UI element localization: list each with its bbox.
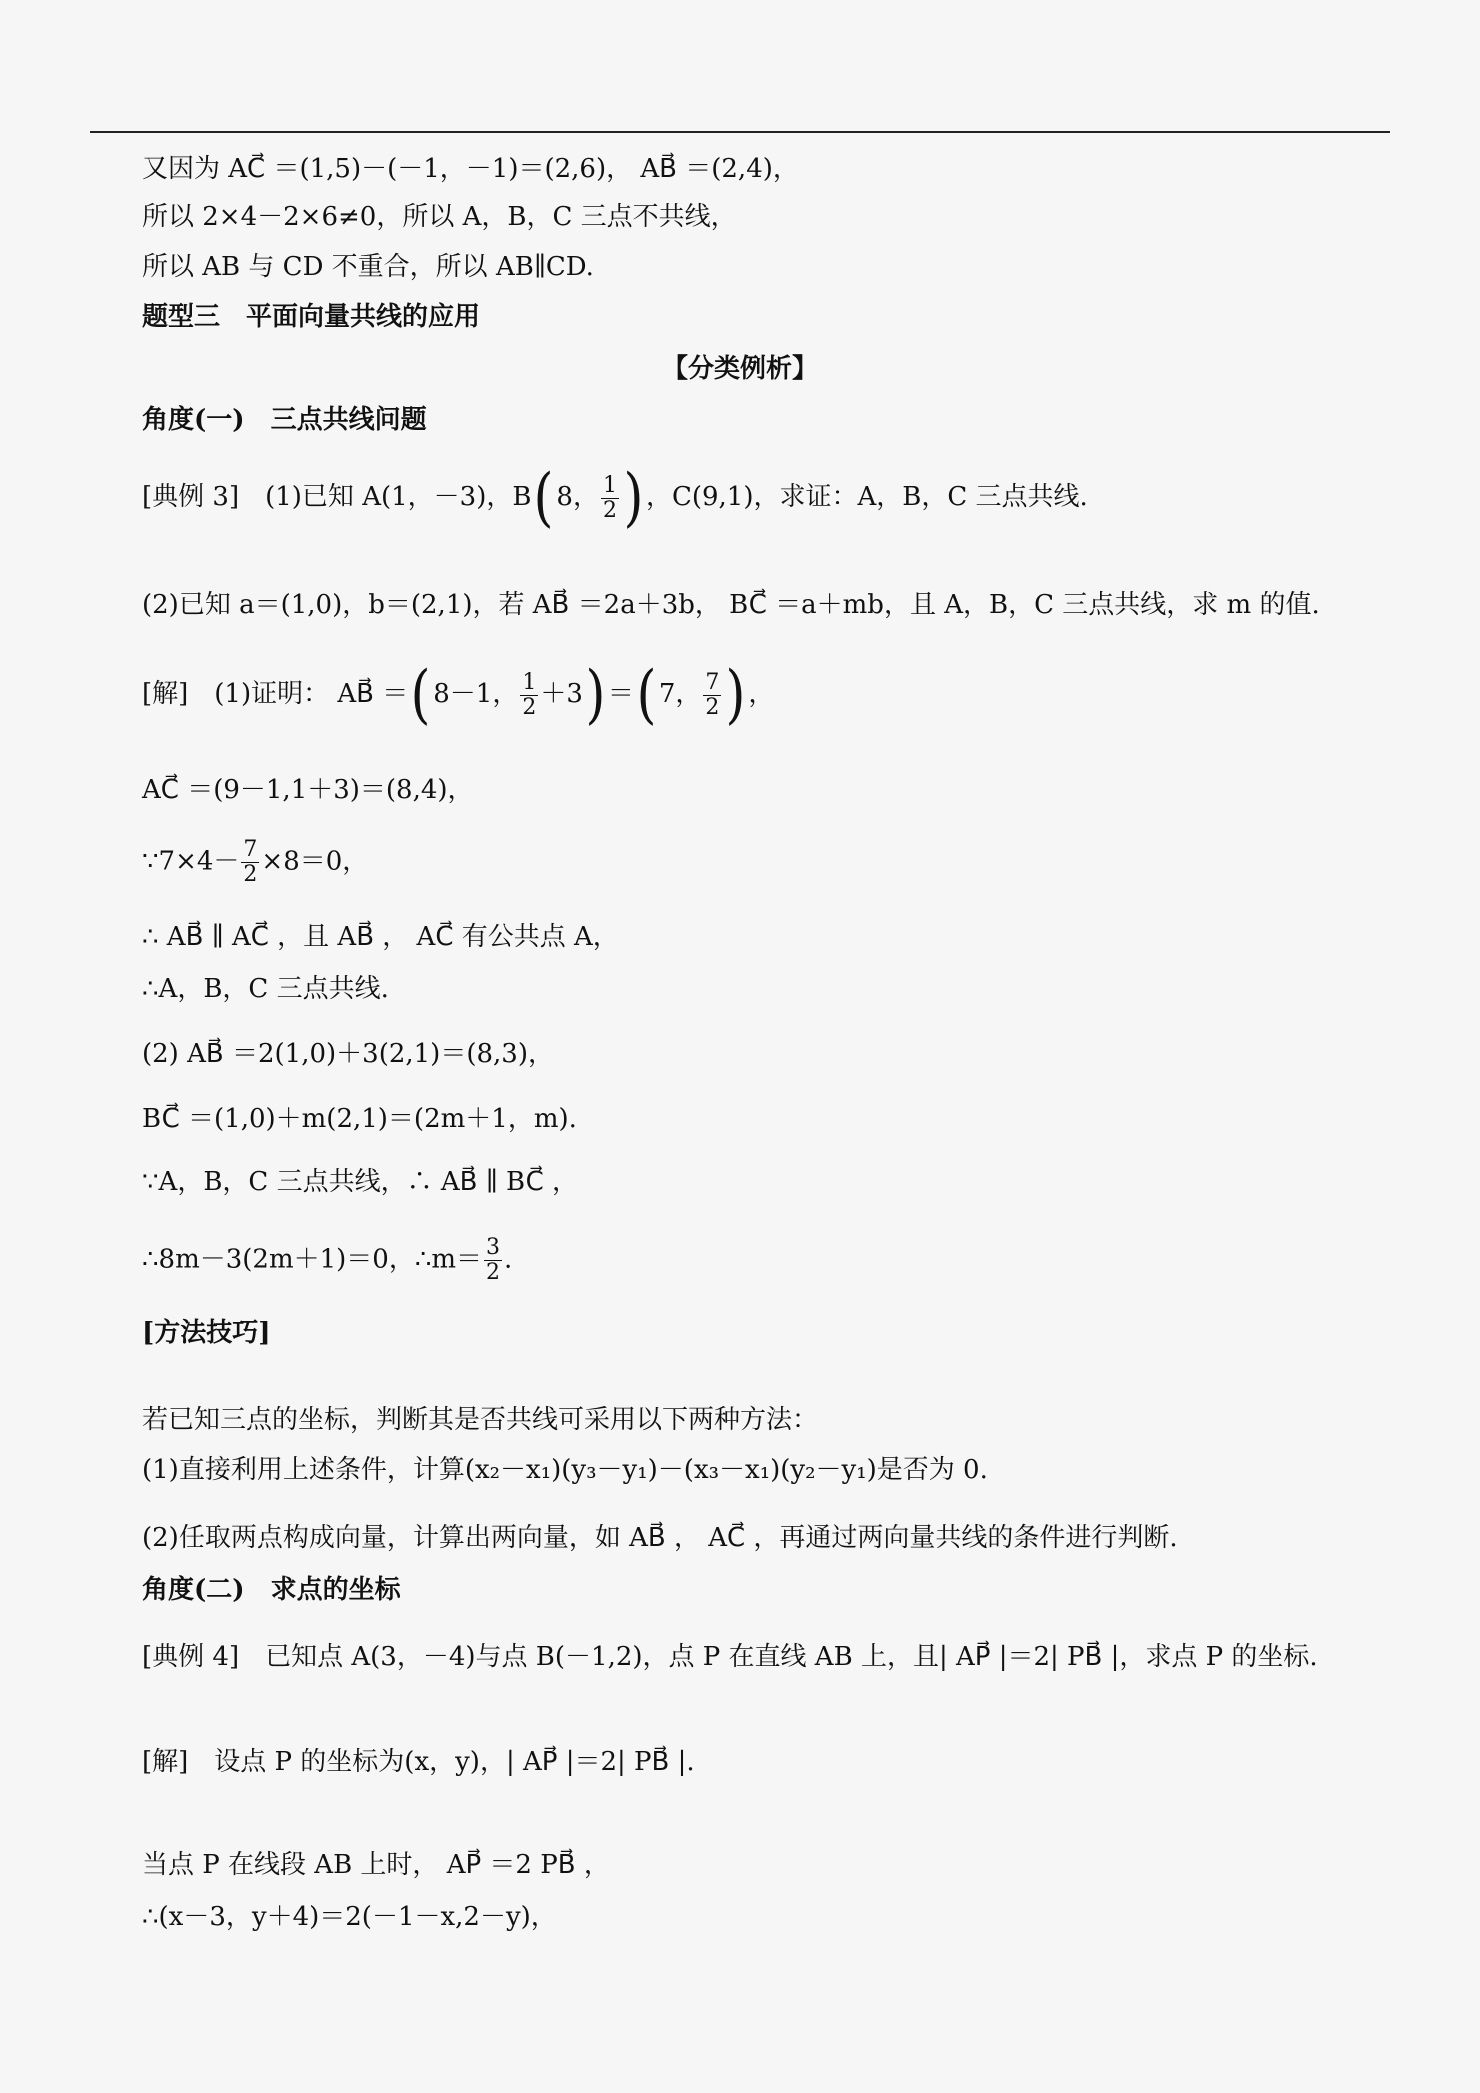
text-line-l21: (2)任取两点构成向量，计算出两向量，如 AB⃗ ， AC⃗ ，再通过两向量共线的条件进行判断. bbox=[142, 1523, 1178, 1553]
collinear-check-line: ∵7×4－ $\frac{7}{2}$ ×8＝0， bbox=[142, 837, 369, 887]
m-solution-line: ∴8m－3(2m＋1)＝0，∴m＝ $\frac{3}{2}$ . bbox=[142, 1235, 513, 1285]
fraction: $\frac{1}{2}$ bbox=[602, 472, 617, 523]
text-line-l6: 角度(一) 三点共线问题 bbox=[142, 405, 427, 435]
text-line-l1: 又因为 AC⃗ ＝(1,5)－(－1，－1)＝(2,6)， AB⃗ ＝(2,4)， bbox=[142, 154, 799, 184]
fraction: $\frac{3}{2}$ bbox=[486, 1235, 501, 1285]
section-heading: 【分类例析】 bbox=[661, 354, 818, 384]
text-line-l22: 角度(二) 求点的坐标 bbox=[142, 1575, 401, 1605]
text-line-l3: 所以 AB 与 CD 不重合，所以 AB∥CD. bbox=[142, 252, 594, 282]
fraction: $\frac{1}{2}$ bbox=[522, 669, 537, 720]
text-line-l16: ∵A，B，C 三点共线，∴ AB⃗ ∥ BC⃗ ， bbox=[142, 1167, 579, 1197]
text-line-l14: (2) AB⃗ ＝2(1,0)＋3(2,1)＝(8,3)， bbox=[142, 1039, 554, 1069]
solution-part-1: [解] (1)证明： AB⃗ ＝(8－1， $\frac{1}{2}$ ＋3)＝(7， $\frac{7}{2}$ )， bbox=[142, 658, 775, 732]
example-3-intro: [典例 3] (1)已知 A(1，－3)，B bbox=[142, 482, 532, 512]
text-line-l26: ∴(x－3，y＋4)＝2(－1－x,2－y)， bbox=[142, 1902, 557, 1932]
left-paren: ( bbox=[533, 461, 554, 535]
text-line-l25: 当点 P 在线段 AB 上时， AP⃗ ＝2 PB⃗ ， bbox=[142, 1850, 610, 1880]
text-line-l13: ∴A，B，C 三点共线. bbox=[142, 974, 389, 1004]
right-paren: ) bbox=[623, 461, 644, 535]
text-line-l18: [方法技巧] bbox=[142, 1318, 271, 1348]
text-line-l19: 若已知三点的坐标，判断其是否共线可采用以下两种方法： bbox=[142, 1405, 819, 1435]
text-line-l2: 所以 2×4－2×6≠0，所以 A，B，C 三点不共线， bbox=[142, 202, 737, 232]
fraction: $\frac{7}{2}$ bbox=[705, 669, 720, 720]
example-3-rest: ，C(9,1)，求证：A，B，C 三点共线. bbox=[645, 482, 1088, 512]
point-b-x: 8， bbox=[556, 482, 599, 512]
fraction: $\frac{7}{2}$ bbox=[243, 837, 258, 887]
text-line-l24: [解] 设点 P 的坐标为(x，y)，| AP⃗ |＝2| PB⃗ |. bbox=[142, 1747, 695, 1777]
text-line-l20: (1)直接利用上述条件，计算(x₂－x₁)(y₃－y₁)－(x₃－x₁)(y₂－y₁)是否为 0. bbox=[142, 1455, 988, 1485]
text-line-l15: BC⃗ ＝(1,0)＋m(2,1)＝(2m＋1，m). bbox=[142, 1104, 577, 1134]
text-line-l12: ∴ AB⃗ ∥ AC⃗ ，且 AB⃗ ， AC⃗ 有公共点 A， bbox=[142, 922, 619, 952]
example-3-part-1 bbox=[142, 461, 1088, 535]
text-line-l4: 题型三 平面向量共线的应用 bbox=[142, 302, 481, 332]
header-rule bbox=[90, 131, 1390, 133]
text-line-l8: (2)已知 a＝(1,0)，b＝(2,1)，若 AB⃗ ＝2a＋3b， BC⃗ ＝a＋mb，且 A，B，C 三点共线，求 m 的值. bbox=[142, 590, 1320, 620]
text-line-l10: AC⃗ ＝(9－1,1＋3)＝(8,4)， bbox=[142, 775, 474, 805]
solution-intro: [解] (1)证明： AB⃗ ＝ bbox=[142, 679, 409, 709]
text-line-l23: [典例 4] 已知点 A(3，－4)与点 B(－1,2)，点 P 在直线 AB 上，且| AP⃗ |＝2| PB⃗ |，求点 P 的坐标. bbox=[142, 1642, 1318, 1672]
